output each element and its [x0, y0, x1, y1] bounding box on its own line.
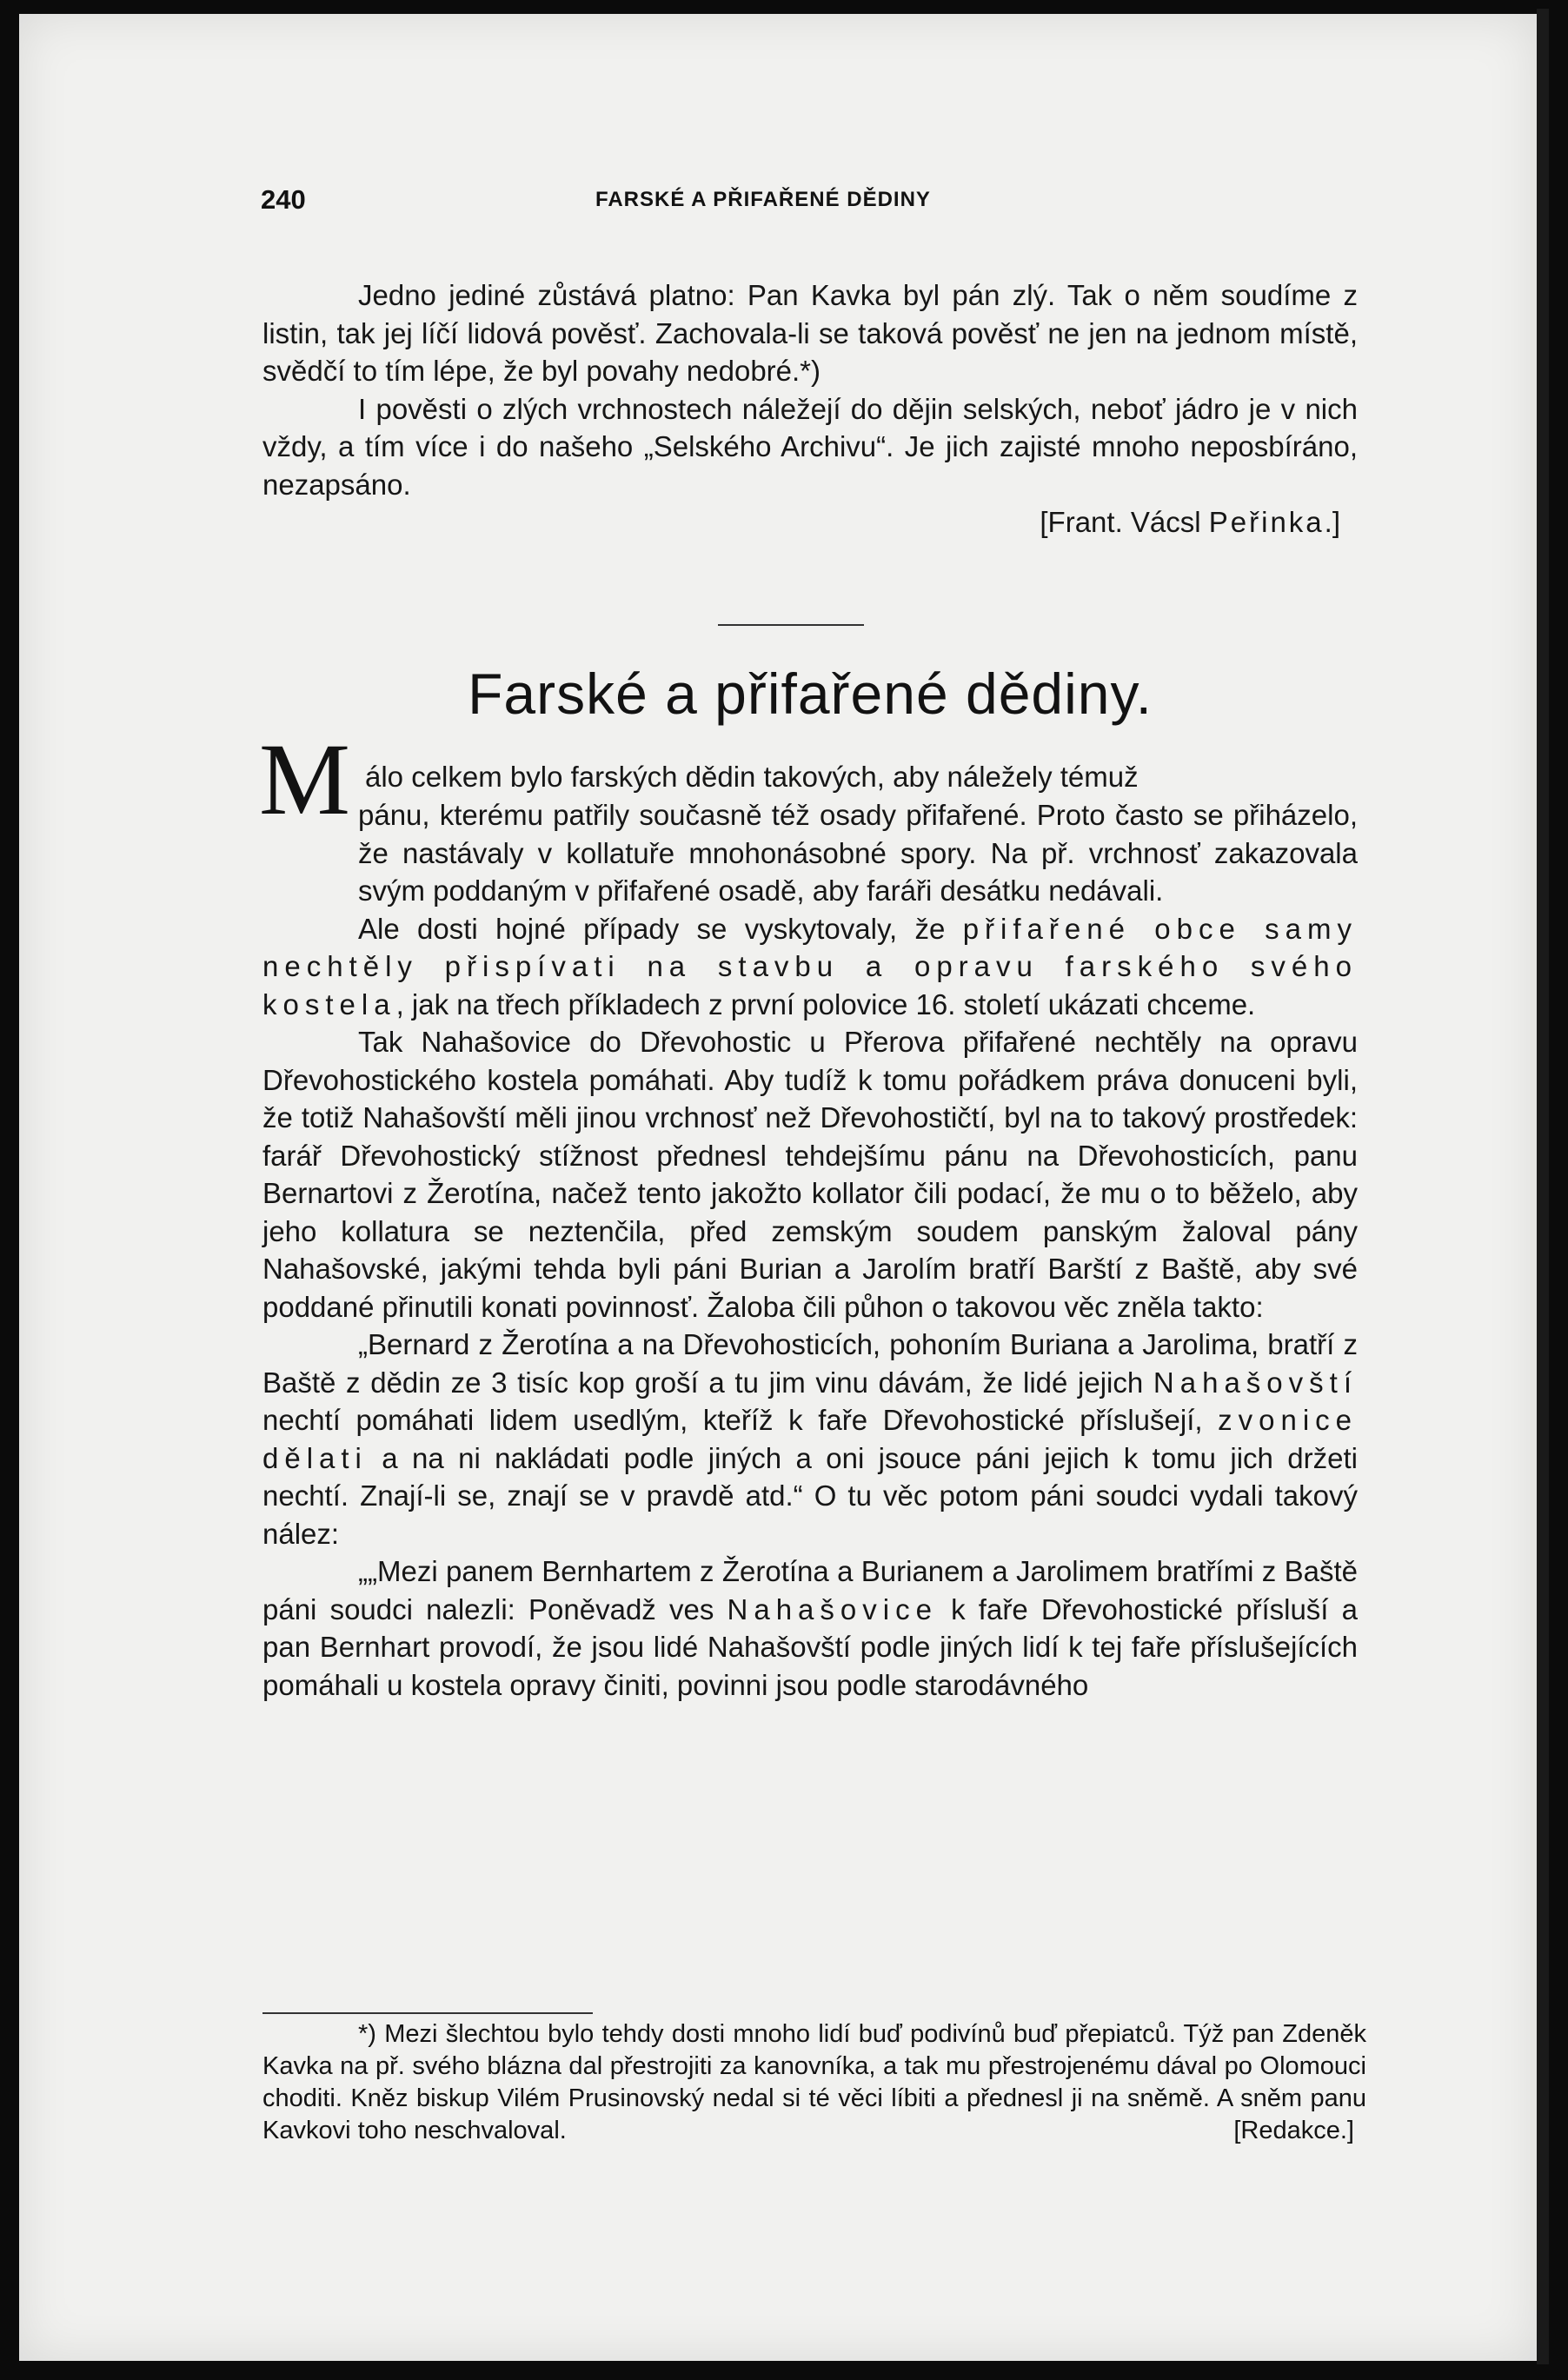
p4-text-b: nechtí pomáhati lidem usedlým, kteříž k faře Dřevohostické příslušejí, [262, 1404, 1219, 1436]
article-paragraph-3: Tak Nahašovice do Dřevohostic u Přerova přifařené nechtěly na opravu Dřevohostického kostela pomáhati. Aby tudíž k tomu pořádkem práva donuceni byli, že totiž Nahašovští měli jinou vrchnosť než Dřevohostičtí, byl na to takový prostředek: farář Dřevohostický stížnost přednesl tehdejšímu pánu na Dřevohosticích, panu Bernartovi z Žerotína, načež tento jakožto kollator čili podací, že mu o to běželo, aby jeho kollatura se neztenčila, před zemským soudem panským žaloval pány Nahašovské, jakými tehda byli páni Burian a Jarolím bratří Barští z Baště, aby své poddané přinutili konati povinnosť. Žaloba čili půhon o takovou věc zněla takto: [262, 1026, 1358, 1323]
intro-section [262, 276, 1358, 542]
signature-prefix: [Frant. Vácsl [1040, 506, 1209, 538]
article-paragraph-4 [262, 1326, 1358, 1552]
p5-spaced-emphasis: Nahašovice [727, 1592, 938, 1625]
p5-text-a: „„Mezi panem Bernhartem z Žerotína a Burianem a Jarolimem bratřími z Baště páni soudci nalezli: Poněvadž ves [262, 1555, 1358, 1625]
intro-paragraph-1: Jedno jediné zůstává platno: Pan Kavka byl pán zlý. Tak o něm soudíme z listin, tak jej líčí lidová pověsť. Zachovala-li se taková pověsť ne jen na jednom místě, svědčí to tím lépe, že byl povahy nedobré.*) [262, 279, 1358, 387]
p2-text-b: , jak na třech příkladech z první polovice 16. století ukázati chceme. [395, 987, 1256, 1020]
footnote-rule [262, 2012, 593, 2014]
signature-suffix: .] [1324, 506, 1340, 538]
intro-paragraph-2: I pověsti o zlých vrchnostech náležejí do dějin selských, neboť jádro je v nich vždy, a tím více i do našeho „Selského Archivu“. Je jich zajisté mnoho neposbíráno, nezapsáno. [262, 392, 1358, 501]
p2-text-a: Ale dosti hojné případy se vyskytovaly, že [358, 912, 963, 945]
article-body [262, 796, 1358, 1704]
article-paragraph-2 [262, 910, 1358, 1024]
p2-spaced-emphasis: přifařené obce samy nechtěly přispívati na stavbu a opravu farského svého kostela [262, 912, 1358, 1020]
footnote [262, 2018, 1366, 2147]
p5-text-b: k faře Dřevohostické přísluší a pan Bernhart provodí, že jsou lidé Nahašovští podle jiných lidí k tej faře příslušejících pomáhali u kostela opravy činiti, povinni jsou podle starodávného [262, 1592, 1358, 1701]
p4-text-c: a na ni nakládati podle jiných a oni jsouce páni jejich k tomu jich držeti nechtí. Znají-li se, znají se v pravdě atd.“ O tu věc potom páni soudci vydali takový nález: [262, 1441, 1358, 1550]
article-first-line: álo celkem bylo farských dědin takových, aby náležely témuž [365, 761, 1139, 793]
signature-name: Peřinka [1208, 506, 1325, 538]
footnote-credit: [Redakce.] [1233, 2117, 1354, 2144]
running-title: FARSKÉ A PŘIFAŘENÉ DĚDINY [595, 188, 931, 211]
section-divider [718, 624, 864, 626]
p4-text-a: „Bernard z Žerotína a na Dřevohosticích, pohoním Buriana a Jarolima, bratří z Baště z dědin ze 3 tisíc kop groší a tu jim vinu dávám, že lidé jejich [262, 1328, 1358, 1399]
page-number: 240 [261, 184, 306, 215]
article-paragraph-1: pánu, kterému patřily současně též osady přifařené. Proto často se přiházelo, že nastávaly v kollatuře mnohonásobné spory. Na př. vrchnosť zakazovala svým poddaným v přifařené osadě, aby faráři desátku nedávali. [358, 799, 1358, 907]
footnote-paragraph [262, 2018, 1366, 2147]
article-paragraph-5 [262, 1552, 1358, 1704]
drop-cap: M [259, 722, 350, 836]
article-title: Farské a přifařené dědiny. [468, 661, 1153, 726]
page-edge [1537, 9, 1549, 2364]
p4-spaced-emphasis-2: zvonice dělati [262, 1404, 1358, 1474]
footnote-text: *) Mezi šlechtou bylo tehdy dosti mnoho lidí buď podivínů buď přepiatců. Týž pan Zdeněk Kavka na př. svého blázna dal přestrojiti za kanovníka, a tak mu přestrojenému dával po Olomouci choditi. Kněz biskup Vilém Prusinovský nedal si té věci líbiti a přednesl ji na sněmě. A sněm panu Kavkovi toho neschvaloval. [262, 2020, 1366, 2144]
p4-spaced-emphasis-1: Nahašovští [1153, 1366, 1358, 1399]
signature [262, 503, 1358, 542]
